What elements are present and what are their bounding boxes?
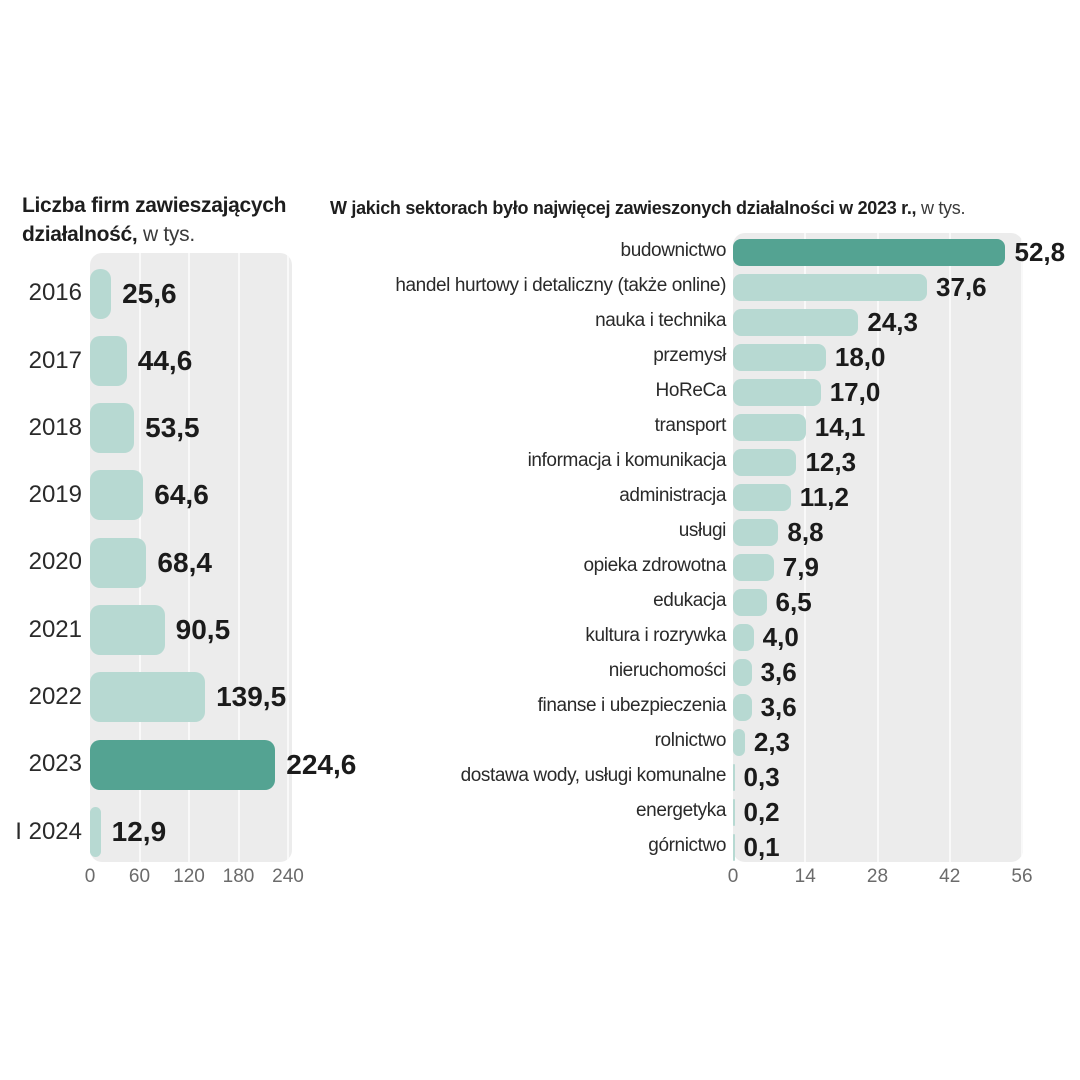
bar (733, 764, 735, 791)
left-chart-title-unit: w tys. (143, 223, 195, 246)
category-label: I 2024 (15, 817, 82, 845)
bar (733, 449, 796, 476)
category-label: 2022 (28, 683, 82, 711)
category-label: nauka i technika (595, 310, 726, 332)
bar (90, 605, 165, 655)
value-label: 0,2 (743, 796, 780, 827)
value-label: 3,6 (760, 656, 797, 687)
value-label: 90,5 (175, 614, 231, 645)
value-label: 11,2 (799, 481, 849, 512)
bar (733, 834, 735, 861)
value-label: 25,6 (122, 277, 177, 309)
value-label: 6,5 (775, 586, 812, 617)
value-label: 24,3 (867, 306, 918, 337)
bar (733, 624, 754, 651)
value-label: 64,6 (154, 479, 209, 511)
category-label: 2018 (28, 413, 82, 441)
value-label: 0,1 (743, 831, 780, 862)
bar (733, 274, 927, 301)
category-label: 2017 (28, 346, 82, 374)
left-chart-title (22, 191, 324, 249)
bar (733, 379, 821, 406)
bar (733, 799, 735, 826)
category-label: przemysł (653, 345, 726, 367)
value-label: 12,3 (805, 446, 857, 477)
left-chart-title-main: Liczba firm zawieszających działalność, (22, 194, 287, 246)
category-label: dostawa wody, usługi komunalne (460, 765, 726, 787)
category-label: finanse i ubezpieczenia (537, 695, 726, 717)
value-label: 68,4 (157, 546, 212, 578)
bar (733, 519, 778, 546)
value-label: 52,8 (1014, 236, 1066, 267)
value-label: 3,6 (760, 691, 797, 722)
value-label: 4,0 (762, 621, 799, 652)
category-label: 2016 (28, 279, 82, 307)
value-label: 18,0 (834, 341, 886, 372)
bar (90, 672, 205, 722)
bar (90, 740, 275, 790)
axis-tick-0: 0 (84, 866, 96, 887)
category-label: transport (654, 415, 726, 437)
bar (90, 470, 143, 520)
bar (733, 414, 806, 441)
value-label: 37,6 (936, 271, 987, 302)
axis-tick-42: 42 (939, 866, 961, 887)
value-label: 14,1 (814, 411, 866, 442)
gridline-42 (949, 233, 951, 862)
category-label: rolnictwo (654, 730, 726, 752)
value-label: 44,6 (137, 344, 193, 376)
bar (733, 729, 745, 756)
axis-tick-14: 14 (794, 866, 816, 887)
bar (733, 589, 767, 616)
value-label: 224,6 (286, 748, 357, 780)
value-label: 0,3 (743, 761, 780, 792)
category-label: 2019 (28, 481, 82, 509)
value-label: 12,9 (111, 815, 167, 847)
category-label: informacja i komunikacja (527, 450, 726, 472)
category-label: opieka zdrowotna (583, 555, 726, 577)
axis-tick-28: 28 (866, 866, 889, 887)
category-label: 2020 (28, 548, 82, 576)
value-label: 2,3 (753, 726, 791, 757)
right-chart-title (330, 196, 1075, 220)
bar (733, 554, 774, 581)
bar (90, 538, 146, 588)
category-label: kultura i rozrywka (585, 625, 726, 647)
category-label: górnictwo (648, 835, 726, 857)
axis-tick-60: 60 (128, 866, 151, 887)
category-label: nieruchomości (608, 660, 726, 682)
category-label: budownictwo (620, 240, 726, 262)
bar (733, 344, 826, 371)
axis-tick-120: 120 (173, 866, 205, 887)
axis-tick-0: 0 (727, 866, 739, 887)
value-label: 7,9 (782, 551, 819, 582)
category-label: usługi (678, 520, 726, 542)
right-chart-title-unit: w tys. (920, 198, 966, 218)
bar (90, 336, 127, 386)
category-label: administracja (619, 485, 726, 507)
category-label: handel hurtowy i detaliczny (także online) (395, 275, 726, 297)
bar (733, 659, 752, 686)
category-label: 2023 (28, 750, 82, 778)
bar (733, 309, 858, 336)
bar (90, 269, 111, 319)
value-label: 17,0 (829, 376, 881, 407)
axis-tick-180: 180 (222, 866, 255, 887)
bar (733, 484, 791, 511)
bar (733, 694, 752, 721)
axis-tick-240: 240 (272, 866, 304, 887)
bar (90, 807, 101, 857)
right-chart-title-main: W jakich sektorach było najwięcej zawieszonych działalności w 2023 r., (330, 198, 917, 218)
value-label: 53,5 (145, 412, 200, 444)
category-label: HoReCa (655, 380, 726, 402)
value-label: 139,5 (216, 681, 287, 713)
category-label: energetyka (635, 800, 726, 822)
gridline-56 (1021, 233, 1023, 862)
bar (90, 403, 134, 453)
axis-tick-56: 56 (1011, 866, 1033, 887)
category-label: 2021 (28, 615, 82, 643)
value-label: 8,8 (787, 516, 824, 547)
bar (733, 239, 1005, 266)
category-label: edukacja (653, 590, 726, 612)
